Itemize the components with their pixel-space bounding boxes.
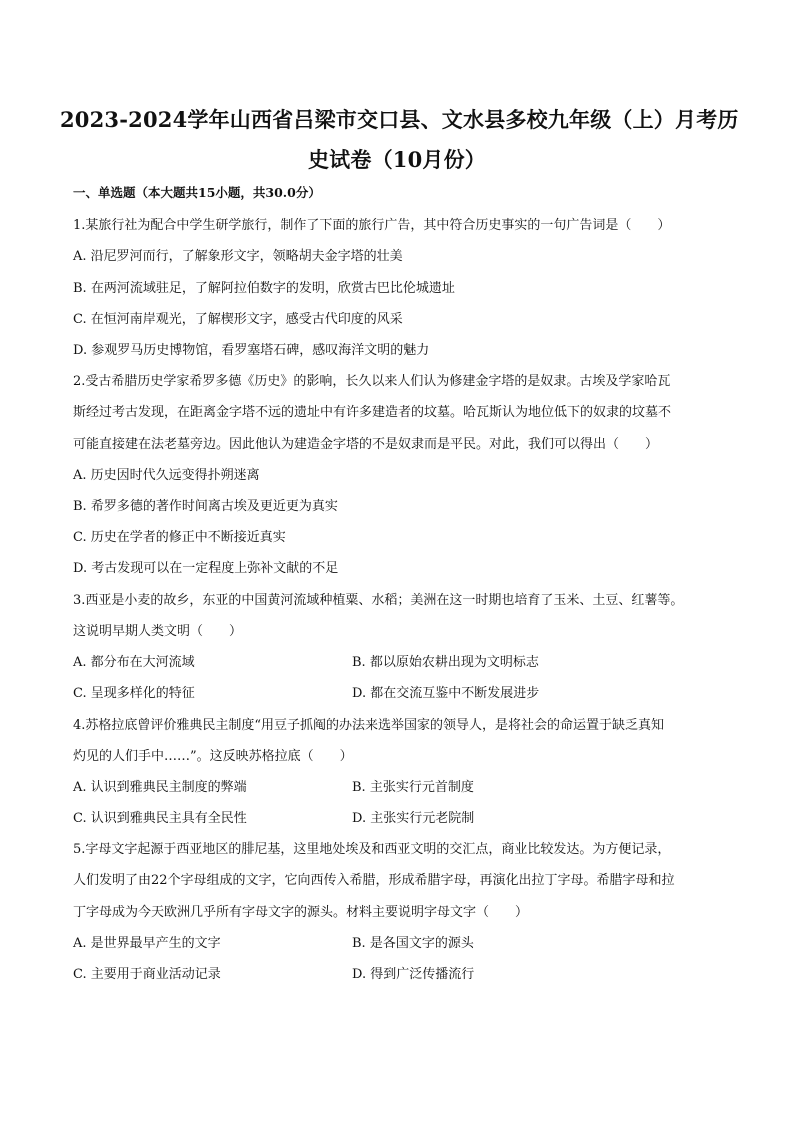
q4-option-c: C. 认识到雅典民主具有全民性 (73, 811, 247, 826)
q4-option-d: D. 主张实行元老院制 (352, 811, 475, 826)
q3-option-d: D. 都在交流互鉴中不断发展进步 (352, 686, 540, 701)
q5-option-d: D. 得到广泛传播流行 (352, 967, 475, 982)
q4-stem-line1: 4.苏格拉底曾评价雅典民主制度“用豆子抓阄的办法来选举国家的领导人，是将社会的命运置于缺乏真知 (73, 718, 665, 733)
q1-option-c: C. 在恒河南岸观光，了解楔形文字，感受古代印度的风采 (73, 312, 403, 327)
q2-option-c: C. 历史在学者的修正中不断接近真实 (73, 530, 286, 545)
q2-option-d: D. 考古发现可以在一定程度上弥补文献的不足 (73, 561, 339, 576)
q3-option-b: B. 都以原始农耕出现为文明标志 (352, 655, 539, 670)
q3-option-c: C. 呈现多样化的特征 (73, 686, 195, 701)
q2-stem-line3: 可能直接建在法老墓旁边。因此他认为建造金字塔的不是奴隶而是平民。对此，我们可以得出（ ） (73, 437, 659, 452)
q2-stem-line1: 2.受古希腊历史学家希罗多德《历史》的影响，长久以来人们认为修建金字塔的是奴隶。古埃及学家哈瓦 (73, 374, 671, 389)
q5-stem-line2: 人们发明了由22个字母组成的文字，它向西传入希腊，形成希腊字母，再演化出拉丁字母。希腊字母和拉 (73, 873, 675, 888)
section-heading: 一、单选题（本大题共15小题，共30.0分） (73, 185, 321, 200)
q3-option-a: A. 都分布在大河流域 (73, 655, 195, 670)
q3-stem-line2: 这说明早期人类文明（ ） (73, 624, 243, 639)
q5-option-c: C. 主要用于商业活动记录 (73, 967, 221, 982)
q2-stem-line2: 斯经过考古发现，在距离金字塔不远的遗址中有许多建造者的坟墓。哈瓦斯认为地位低下的奴隶的坟墓不 (73, 405, 672, 420)
q5-option-a: A. 是世界最早产生的文字 (73, 936, 221, 951)
q4-option-a: A. 认识到雅典民主制度的弊端 (73, 780, 247, 795)
q3-stem-line1: 3.西亚是小麦的故乡，东亚的中国黄河流域种植粟、水稻；美洲在这一时期也培育了玉米、土豆、红薯等。 (73, 593, 684, 608)
q4-stem-line2: 灼见的人们手中……”。这反映苏格拉底（ ） (73, 749, 353, 764)
q5-stem-line1: 5.字母文字起源于西亚地区的腓尼基，这里地处埃及和西亚文明的交汇点，商业比较发达。为方便记录， (73, 842, 671, 857)
q1-option-b: B. 在两河流域驻足，了解阿拉伯数字的发明，欣赏古巴比伦城遗址 (73, 281, 455, 296)
q1-option-a: A. 沿尼罗河而行，了解象形文字，领略胡夫金字塔的壮美 (73, 249, 403, 264)
exam-title-line1: 2023-2024学年山西省吕梁市交口县、文水县多校九年级（上）月考历 (60, 107, 739, 132)
q5-stem-line3: 丁字母成为今天欧洲几乎所有字母文字的源头。材料主要说明字母文字（ ） (73, 905, 529, 920)
exam-title-line2: 史试卷（10月份） (307, 147, 487, 172)
q4-option-b: B. 主张实行元首制度 (352, 780, 474, 795)
q2-option-a: A. 历史因时代久远变得扑朔迷离 (73, 468, 260, 483)
q5-option-b: B. 是各国文字的源头 (352, 936, 474, 951)
q2-option-b: B. 希罗多德的著作时间离古埃及更近更为真实 (73, 499, 338, 514)
q1-stem-line1: 1.某旅行社为配合中学生研学旅行，制作了下面的旅行广告，其中符合历史事实的一句广告词是（ ） (73, 218, 671, 233)
q1-option-d: D. 参观罗马历史博物馆，看罗塞塔石碑，感叹海洋文明的魅力 (73, 343, 430, 358)
